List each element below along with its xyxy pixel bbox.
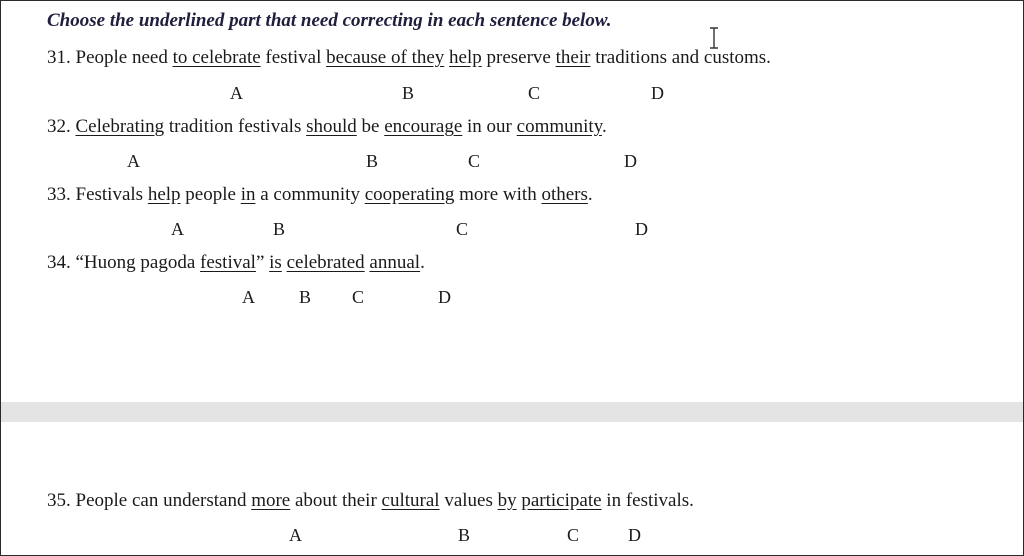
sentence-text: festival — [260, 47, 327, 68]
question-number: 31. — [47, 47, 71, 68]
sentence-text: more with — [454, 184, 542, 205]
q35-option-b: B — [458, 525, 471, 545]
underlined-part: encourage — [384, 116, 463, 137]
sentence-text: in our — [462, 116, 517, 137]
underlined-part: festival — [200, 252, 256, 273]
question-34 — [47, 252, 425, 274]
page-divider-band — [1, 402, 1023, 422]
q33-option-a: A — [171, 219, 184, 239]
q31-option-c: C — [528, 83, 541, 103]
q34-option-b: B — [299, 287, 312, 307]
q32-option-b: B — [366, 151, 379, 171]
q33-option-b: B — [273, 219, 286, 239]
q34-option-d: D — [438, 287, 451, 307]
q34-option-c: C — [352, 287, 365, 307]
underlined-part: to celebrate — [172, 47, 261, 68]
q35-option-a: A — [289, 525, 302, 545]
question-number: 34. — [47, 252, 71, 273]
q35-option-c: C — [567, 525, 580, 545]
sentence-text: . — [587, 184, 593, 205]
q35-option-d: D — [628, 525, 641, 545]
q34-option-a: A — [242, 287, 255, 307]
sentence-text: tradition festivals — [164, 116, 307, 137]
underlined-part: more — [251, 490, 291, 511]
instruction-heading: Choose the underlined part that need correcting in each sentence below. — [47, 10, 612, 31]
question-33 — [47, 184, 593, 206]
underlined-part: annual — [369, 252, 421, 273]
underlined-part: community — [516, 116, 602, 137]
underlined-part: help — [147, 184, 181, 205]
question-32 — [47, 116, 607, 138]
underlined-part: help — [449, 47, 482, 68]
q33-option-c: C — [456, 219, 469, 239]
sentence-text: “Huong pagoda — [70, 252, 201, 273]
q33-option-d: D — [635, 219, 648, 239]
sentence-text: Festivals — [70, 184, 148, 205]
underlined-part: is — [269, 252, 282, 273]
sentence-text: traditions and customs. — [590, 47, 771, 68]
question-number: 33. — [47, 184, 71, 205]
sentence-text: about their — [290, 490, 382, 511]
sentence-text: People can understand — [70, 490, 252, 511]
q32-option-a: A — [127, 151, 140, 171]
q31-option-b: B — [402, 83, 415, 103]
sentence-text: in festivals. — [601, 490, 694, 511]
question-number: 32. — [47, 116, 71, 137]
underlined-part: they — [411, 47, 445, 68]
sentence-text: . — [601, 116, 607, 137]
sentence-text: . — [420, 252, 425, 273]
sentence-text: people — [180, 184, 241, 205]
underlined-part: others — [541, 184, 588, 205]
underlined-part: in — [240, 184, 256, 205]
underlined-part: by — [497, 490, 517, 511]
text-cursor-icon — [707, 27, 721, 49]
sentence-text: preserve — [481, 47, 556, 68]
question-number: 35. — [47, 490, 71, 511]
question-31 — [47, 47, 771, 69]
underlined-part: their — [555, 47, 591, 68]
sentence-text: People need — [70, 47, 173, 68]
q32-option-d: D — [624, 151, 637, 171]
underlined-part: Celebrating — [75, 116, 165, 137]
q32-option-c: C — [468, 151, 481, 171]
underlined-part: cooperating — [364, 184, 455, 205]
underlined-part: cultural — [381, 490, 440, 511]
q31-option-d: D — [651, 83, 664, 103]
sentence-text: values — [439, 490, 498, 511]
sentence-text: be — [356, 116, 385, 137]
underlined-part: participate — [521, 490, 602, 511]
underlined-part: celebrated — [286, 252, 365, 273]
question-35 — [47, 490, 694, 512]
underlined-part: should — [306, 116, 357, 137]
sentence-text: a community — [255, 184, 365, 205]
underlined-part: because of — [326, 47, 412, 68]
q31-option-a: A — [230, 83, 243, 103]
sentence-text: ” — [255, 252, 270, 273]
